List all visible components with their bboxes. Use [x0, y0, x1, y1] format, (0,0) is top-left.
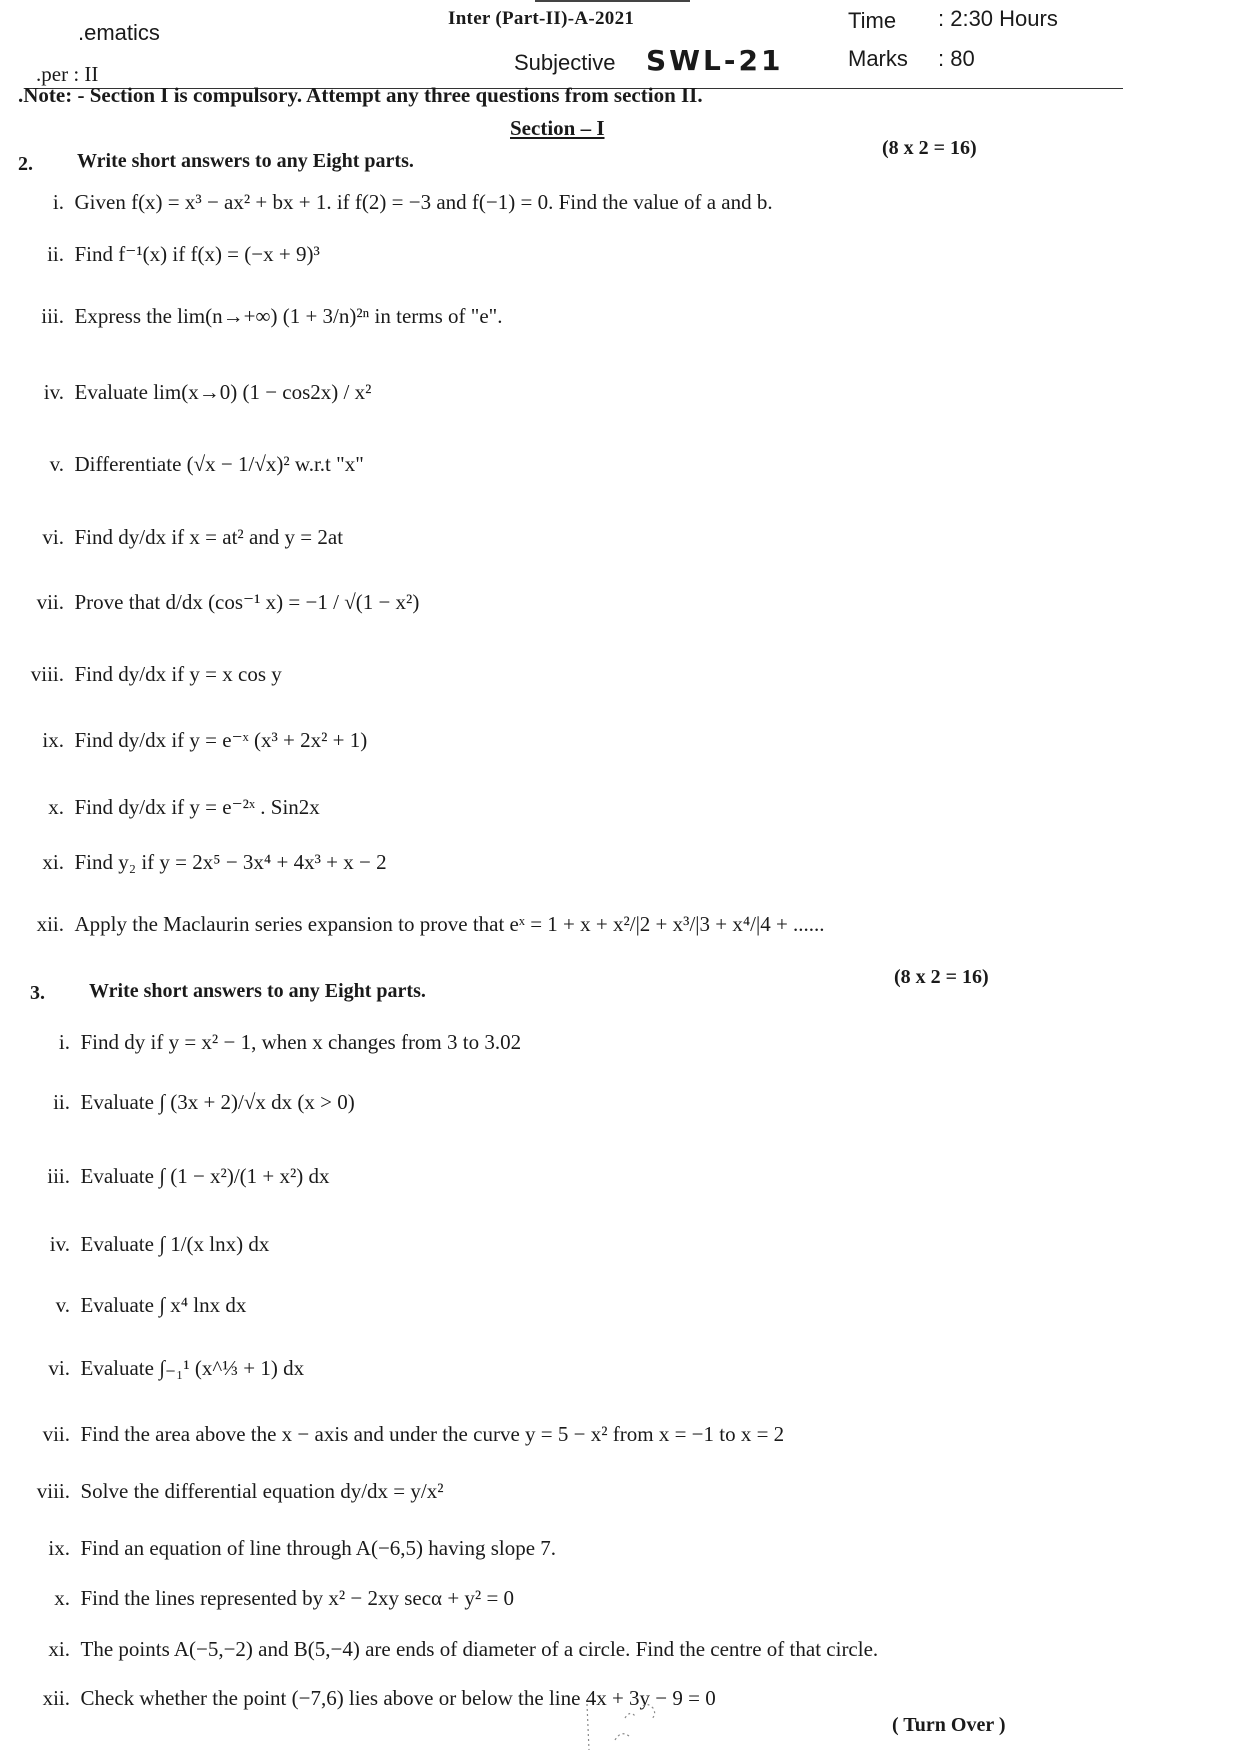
part-number: iv.: [49, 1232, 70, 1256]
question-part: [30, 190, 773, 215]
part-text: Evaluate lim(x→0) (1 − cos2x) / x²: [74, 380, 372, 404]
part-number: v.: [49, 452, 64, 476]
part-number: vi.: [42, 525, 64, 549]
part-text: Evaluate ∫₋₁¹ (x^⅓ + 1) dx: [80, 1356, 305, 1380]
exam-title: Inter (Part-II)-A-2021: [448, 8, 635, 29]
part-text: Express the lim(n→+∞) (1 + 3/n)²ⁿ in terms of "e".: [74, 304, 503, 328]
question-part: [36, 1293, 246, 1318]
section-title: Section – I: [510, 116, 605, 140]
question-part: [36, 1356, 304, 1381]
part-number: viii.: [30, 662, 64, 686]
question-part: [36, 1586, 514, 1611]
marks-label: Marks: [848, 46, 908, 71]
part-number: iii.: [47, 1164, 70, 1188]
part-text: Differentiate (√x − 1/√x)² w.r.t "x": [74, 452, 364, 476]
part-text: Find the lines represented by x² − 2xy secα + y² = 0: [80, 1586, 515, 1610]
part-number: vii.: [42, 1422, 70, 1446]
question-part: [30, 452, 364, 477]
part-number: vi.: [48, 1356, 70, 1380]
time-label: Time: [848, 8, 897, 33]
part-text: Find an equation of line through A(−6,5) having slope 7.: [80, 1536, 557, 1560]
question-number: 2.: [18, 153, 33, 175]
part-number: x.: [54, 1586, 70, 1610]
part-number: xii.: [42, 1686, 70, 1710]
part-number: viii.: [36, 1479, 70, 1503]
part-number: ii.: [53, 1090, 70, 1114]
part-number: xi.: [48, 1637, 70, 1661]
part-text: Evaluate ∫ (3x + 2)/√x dx (x > 0): [80, 1090, 355, 1114]
question-part: [36, 1536, 556, 1561]
part-text: Check whether the point (−7,6) lies above or below the line 4x + 3y − 9 = 0: [80, 1686, 716, 1710]
question-part: [28, 1479, 444, 1504]
part-text: Apply the Maclaurin series expansion to prove that eˣ = 1 + x + x²/|2 + x³/|3 + x⁴/|4 + ......: [74, 912, 825, 936]
part-text: Evaluate ∫ (1 − x²)/(1 + x²) dx: [80, 1164, 330, 1188]
part-number: vii.: [36, 590, 64, 614]
question-part: [36, 1030, 521, 1055]
part-number: ix.: [48, 1536, 70, 1560]
part-number: xi.: [42, 850, 64, 874]
part-text: The points A(−5,−2) and B(5,−4) are ends of diameter of a circle. Find the centre of that circle.: [80, 1637, 879, 1661]
question-number: 3.: [30, 982, 45, 1004]
question-part: [22, 662, 282, 687]
part-number: i.: [58, 1030, 70, 1054]
paper-label: .per : II: [36, 62, 99, 86]
part-text: Find dy/dx if x = at² and y = 2at: [74, 525, 344, 549]
part-text: Find the area above the x − axis and under the curve y = 5 − x² from x = −1 to x = 2: [80, 1422, 785, 1446]
part-number: iv.: [43, 380, 64, 404]
question-part: [36, 1637, 878, 1662]
part-text: Solve the differential equation dy/dx = y/x²: [80, 1479, 444, 1503]
instructions-note: .Note: - Section I is compulsory. Attempt any three questions from section II.: [18, 83, 703, 107]
part-text: Find dy/dx if y = x cos y: [74, 662, 282, 686]
pen-scribble-mark: [585, 1700, 695, 1754]
part-number: iii.: [41, 304, 64, 328]
question-part: [30, 590, 419, 615]
question-marks: (8 x 2 = 16): [894, 966, 989, 988]
question-part: [30, 380, 371, 405]
part-text: Find dy if y = x² − 1, when x changes from 3 to 3.02: [80, 1030, 522, 1054]
question-part: [30, 304, 502, 329]
part-number: v.: [55, 1293, 70, 1317]
top-border-line: [535, 0, 690, 2]
part-text: Find dy/dx if y = e⁻ˣ (x³ + 2x² + 1): [74, 728, 368, 752]
question-part: [30, 728, 367, 753]
question-part: [36, 1232, 269, 1257]
part-number: ix.: [42, 728, 64, 752]
part-text: Given f(x) = x³ − ax² + bx + 1. if f(2) = −3 and f(−1) = 0. Find the value of a and b.: [74, 190, 773, 214]
subject-label: .ematics: [78, 20, 160, 45]
question-marks: (8 x 2 = 16): [882, 137, 977, 159]
part-text: Prove that d/dx (cos⁻¹ x) = −1 / √(1 − x²): [74, 590, 420, 614]
part-text: Evaluate ∫ 1/(x lnx) dx: [80, 1232, 270, 1256]
exam-type: Subjective: [514, 50, 616, 75]
part-number: x.: [48, 795, 64, 819]
part-text: Find y₂ if y = 2x⁵ − 3x⁴ + 4x³ + x − 2: [74, 850, 387, 874]
question-part: [30, 850, 387, 875]
question-part: [36, 1422, 784, 1447]
turn-over-label: ( Turn Over ): [892, 1714, 1006, 1736]
question-part: [30, 912, 825, 937]
part-text: Evaluate ∫ x⁴ lnx dx: [80, 1293, 247, 1317]
part-text: Find f⁻¹(x) if f(x) = (−x + 9)³: [74, 242, 320, 266]
marks-value: : 80: [938, 46, 975, 71]
time-value: : 2:30 Hours: [938, 6, 1058, 31]
question-part: [30, 795, 320, 820]
part-text: Find dy/dx if y = e⁻²ˣ . Sin2x: [74, 795, 320, 819]
question-title: Write short answers to any Eight parts.: [89, 980, 426, 1002]
question-part: [30, 242, 320, 267]
question-part: [36, 1090, 355, 1115]
question-part: [36, 1164, 330, 1189]
part-number: ii.: [47, 242, 64, 266]
question-part: [30, 525, 343, 550]
part-number: xii.: [36, 912, 64, 936]
question-title: Write short answers to any Eight parts.: [77, 150, 414, 172]
paper-code: SWL-21: [646, 44, 784, 77]
part-number: i.: [52, 190, 64, 214]
